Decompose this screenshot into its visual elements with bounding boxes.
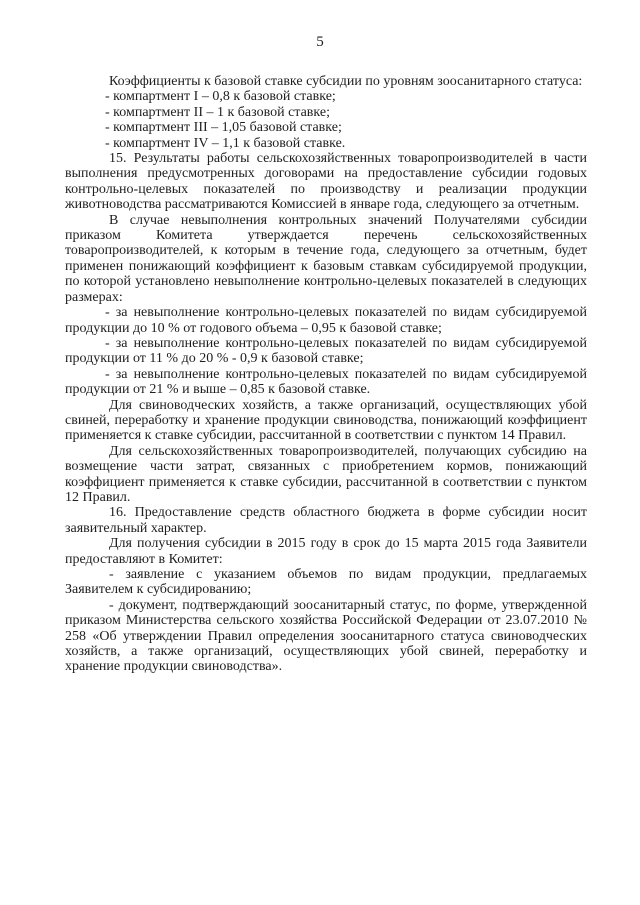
list-item-11-to-20: - за невыполнение контрольно-целевых показателей по видам субсидируемой продукции от 11 % до 20 % - 0,9 к базовой ставке; [65, 335, 587, 367]
paragraph-pig-farms: Для свиноводческих хозяйств, а также организаций, осуществляющих убой свиней, переработку и хранение продукции свиноводства, понижающий коэффициент применяется к ставке субсидии, рассчитанной в соответствии с пунктом 14 Правил. [65, 397, 587, 444]
list-item-compartment-3: - компартмент III – 1,05 базовой ставке; [105, 120, 342, 136]
list-item-compartment-2: - компартмент II – 1 к базовой ставке; [105, 104, 330, 120]
paragraph-feed-producers: Для сельскохозяйственных товаропроизводителей, получающих субсидию на возмещение части затрат, связанных с приобретением кормов, понижающий коэффициент применяется к ставке субсидии, рассчитанной в соответствии с пунктом 12 Правил. [65, 443, 587, 505]
list-item-compartment-1: - компартмент I – 0,8 к базовой ставке; [105, 89, 336, 105]
paragraph-coefficients-intro: Коэффициенты к базовой ставке субсидии по уровням зоосанитарного статуса: [109, 74, 583, 89]
list-item-21-and-above: - за невыполнение контрольно-целевых показателей по видам субсидируемой продукции от 21 % и выше – 0,85 к базовой ставке. [65, 366, 587, 398]
list-item-up-to-10: - за невыполнение контрольно-целевых показателей по видам субсидируемой продукции до 10 % от годового объема – 0,95 к базовой ставке; [65, 305, 587, 336]
paragraph-non-fulfillment: В случае невыполнения контрольных значений Получателями субсидии приказом Комитета утверждается перечень сельскохозяйственных товаропроизводителей, к которым в течение года, следующего за отчетным, будет применен понижающий коэффициент к базовым ставкам субсидируемой продукции, по которой установлено невыполнение контрольно-целевых показателей в следующих размерах: [65, 212, 587, 305]
paragraph-application-2015: Для получения субсидии в 2015 году в срок до 15 марта 2015 года Заявители предоставляют в Комитет: [65, 536, 587, 567]
paragraph-section-16: 16. Предоставление средств областного бюджета в форме субсидии носит заявительный характер. [65, 505, 587, 536]
page-number: 5 [316, 34, 324, 50]
list-item-compartment-4: - компартмент IV – 1,1 к базовой ставке. [105, 135, 346, 151]
paragraph-section-15: 15. Результаты работы сельскохозяйственных товаропроизводителей в части выполнения предусмотренных договорами на предоставление субсидии годовых контрольно-целевых показателей по производству и реализации продукции животноводства рассматриваются Комиссией в январе года, следующего за отчетным. [65, 151, 587, 213]
list-item-application: - заявление с указанием объемов по видам продукции, предлагаемых Заявителем к субсидированию; [65, 567, 587, 598]
document-body [65, 74, 587, 675]
list-item-zoosanitary-document: - документ, подтверждающий зоосанитарный статус, по форме, утвержденной приказом Министерства сельского хозяйства Российской Федерации от 23.07.2010 № 258 «Об утверждении Правил определения зоосанитарного статуса свиноводческих хозяйств, а также организаций, осуществляющих убой свиней, переработку и хранение продукции свиноводства». [65, 597, 587, 675]
